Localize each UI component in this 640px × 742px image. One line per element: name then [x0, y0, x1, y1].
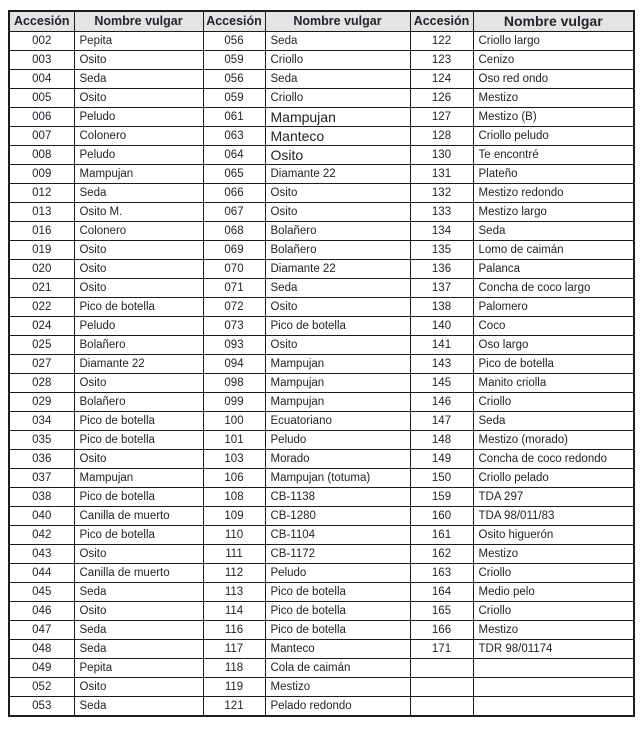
name-cell: Osito — [74, 601, 203, 620]
table-row — [9, 335, 634, 354]
name-cell: Plateño — [473, 164, 634, 183]
accession-cell: 161 — [410, 525, 473, 544]
name-cell: Seda — [473, 411, 634, 430]
name-cell: Bolañero — [74, 392, 203, 411]
accession-cell: 094 — [203, 354, 265, 373]
name-cell: Seda — [74, 183, 203, 202]
accession-cell: 122 — [410, 31, 473, 50]
accession-cell: 016 — [9, 221, 74, 240]
column-header-accession-2: Accesión — [203, 11, 265, 31]
name-cell: Colonero — [74, 126, 203, 145]
accession-cell: 059 — [203, 88, 265, 107]
name-cell: Seda — [74, 639, 203, 658]
name-cell: Mestizo redondo — [473, 183, 634, 202]
name-cell: Peludo — [265, 563, 410, 582]
name-cell: Osito — [265, 297, 410, 316]
table-row — [9, 563, 634, 582]
accession-cell: 004 — [9, 69, 74, 88]
accession-cell: 103 — [203, 449, 265, 468]
accession-cell: 111 — [203, 544, 265, 563]
name-cell: Seda — [265, 69, 410, 88]
accession-cell: 052 — [9, 677, 74, 696]
accession-cell: 056 — [203, 31, 265, 50]
name-cell — [473, 677, 634, 696]
table-row — [9, 620, 634, 639]
accession-cell: 135 — [410, 240, 473, 259]
table-row — [9, 506, 634, 525]
accession-cell: 072 — [203, 297, 265, 316]
name-cell: CB-1138 — [265, 487, 410, 506]
table-row — [9, 525, 634, 544]
name-cell: Oso largo — [473, 335, 634, 354]
name-cell: Concha de coco redondo — [473, 449, 634, 468]
accession-cell — [410, 696, 473, 716]
accession-cell: 128 — [410, 126, 473, 145]
name-cell: Criollo largo — [473, 31, 634, 50]
accession-cell: 098 — [203, 373, 265, 392]
name-cell: CB-1104 — [265, 525, 410, 544]
name-cell: Colonero — [74, 221, 203, 240]
accession-cell: 027 — [9, 354, 74, 373]
name-cell: Morado — [265, 449, 410, 468]
table-row — [9, 449, 634, 468]
table-row — [9, 677, 634, 696]
name-cell: Criollo — [473, 601, 634, 620]
accession-cell: 114 — [203, 601, 265, 620]
accession-cell: 131 — [410, 164, 473, 183]
name-cell: Pico de botella — [74, 297, 203, 316]
name-cell: CB-1280 — [265, 506, 410, 525]
table-row — [9, 202, 634, 221]
name-cell: Mampujan (totuma) — [265, 468, 410, 487]
name-cell — [473, 696, 634, 716]
table-row — [9, 639, 634, 658]
accession-cell: 145 — [410, 373, 473, 392]
accession-cell: 149 — [410, 449, 473, 468]
accession-cell: 036 — [9, 449, 74, 468]
table-row — [9, 468, 634, 487]
accession-cell: 019 — [9, 240, 74, 259]
accession-cell: 109 — [203, 506, 265, 525]
name-cell: Manito criolla — [473, 373, 634, 392]
accession-cell: 043 — [9, 544, 74, 563]
accession-cell: 165 — [410, 601, 473, 620]
accession-cell: 124 — [410, 69, 473, 88]
name-cell: Diamante 22 — [74, 354, 203, 373]
name-cell: Osito — [265, 202, 410, 221]
name-cell: Osito — [74, 278, 203, 297]
name-cell: Pico de botella — [473, 354, 634, 373]
name-cell: Osito — [265, 183, 410, 202]
name-cell: Bolañero — [265, 221, 410, 240]
accession-cell: 067 — [203, 202, 265, 221]
accession-cell: 053 — [9, 696, 74, 716]
accession-cell: 163 — [410, 563, 473, 582]
table-row — [9, 544, 634, 563]
name-cell: Mestizo — [265, 677, 410, 696]
name-cell: Seda — [265, 278, 410, 297]
name-cell: Oso red ondo — [473, 69, 634, 88]
name-cell: Criollo peludo — [473, 126, 634, 145]
header-row — [9, 11, 634, 31]
name-cell: Pico de botella — [265, 316, 410, 335]
name-cell: Pico de botella — [74, 487, 203, 506]
accession-cell: 040 — [9, 506, 74, 525]
accession-cell: 071 — [203, 278, 265, 297]
table-row — [9, 107, 634, 126]
name-cell: Osito — [74, 88, 203, 107]
accession-cell: 116 — [203, 620, 265, 639]
name-cell: Criollo — [265, 88, 410, 107]
table-row — [9, 183, 634, 202]
table-row — [9, 31, 634, 50]
accession-cell: 110 — [203, 525, 265, 544]
name-cell: TDA 98/011/83 — [473, 506, 634, 525]
accession-cell: 065 — [203, 164, 265, 183]
name-cell: Canilla de muerto — [74, 563, 203, 582]
name-cell: Mestizo — [473, 544, 634, 563]
accession-cell: 130 — [410, 145, 473, 164]
name-cell: Diamante 22 — [265, 259, 410, 278]
name-cell: Osito — [74, 240, 203, 259]
accession-cell: 136 — [410, 259, 473, 278]
name-cell: Osito — [265, 335, 410, 354]
accession-cell: 127 — [410, 107, 473, 126]
accession-cell: 126 — [410, 88, 473, 107]
name-cell: Mampujan — [265, 107, 410, 126]
name-cell: Peludo — [74, 107, 203, 126]
table-row — [9, 50, 634, 69]
accession-cell — [410, 658, 473, 677]
name-cell: Pico de botella — [265, 620, 410, 639]
name-cell: Pico de botella — [74, 430, 203, 449]
accession-cell: 099 — [203, 392, 265, 411]
accession-cell: 061 — [203, 107, 265, 126]
name-cell: Osito — [265, 145, 410, 164]
accession-cell: 137 — [410, 278, 473, 297]
name-cell: Pico de botella — [265, 582, 410, 601]
name-cell: Mampujan — [74, 468, 203, 487]
name-cell: Mestizo — [473, 620, 634, 639]
accession-cell: 138 — [410, 297, 473, 316]
accession-cell: 056 — [203, 69, 265, 88]
name-cell: Osito — [74, 544, 203, 563]
name-cell: Seda — [74, 582, 203, 601]
name-cell: Criollo — [473, 563, 634, 582]
accession-cell: 047 — [9, 620, 74, 639]
accession-cell: 046 — [9, 601, 74, 620]
name-cell: Coco — [473, 316, 634, 335]
name-cell: Pepita — [74, 658, 203, 677]
accession-cell: 133 — [410, 202, 473, 221]
name-cell: Lomo de caimán — [473, 240, 634, 259]
table-row — [9, 145, 634, 164]
accession-cell: 044 — [9, 563, 74, 582]
accession-cell: 068 — [203, 221, 265, 240]
name-cell: Te encontré — [473, 145, 634, 164]
table-row — [9, 354, 634, 373]
accession-cell: 005 — [9, 88, 74, 107]
accession-cell: 164 — [410, 582, 473, 601]
accession-cell: 035 — [9, 430, 74, 449]
accession-cell: 037 — [9, 468, 74, 487]
name-cell: Cola de caimán — [265, 658, 410, 677]
accession-cell: 143 — [410, 354, 473, 373]
table-row — [9, 297, 634, 316]
name-cell: Ecuatoriano — [265, 411, 410, 430]
table-row — [9, 221, 634, 240]
accession-cell: 141 — [410, 335, 473, 354]
name-cell: Seda — [74, 69, 203, 88]
accession-cell: 160 — [410, 506, 473, 525]
table-body — [9, 31, 634, 716]
accession-cell: 007 — [9, 126, 74, 145]
name-cell: Medio pelo — [473, 582, 634, 601]
table-row — [9, 430, 634, 449]
accession-cell: 013 — [9, 202, 74, 221]
column-header-name-3: Nombre vulgar — [473, 11, 634, 31]
table-row — [9, 278, 634, 297]
table-row — [9, 316, 634, 335]
accession-cell: 150 — [410, 468, 473, 487]
accession-cell: 171 — [410, 639, 473, 658]
table-row — [9, 88, 634, 107]
accession-cell: 025 — [9, 335, 74, 354]
accession-cell: 020 — [9, 259, 74, 278]
name-cell: Osito — [74, 677, 203, 696]
accession-cell: 048 — [9, 639, 74, 658]
name-cell: Seda — [74, 620, 203, 639]
accession-cell: 159 — [410, 487, 473, 506]
name-cell: Seda — [265, 31, 410, 50]
column-header-name-1: Nombre vulgar — [74, 11, 203, 31]
name-cell: Osito — [74, 373, 203, 392]
accession-cell: 008 — [9, 145, 74, 164]
name-cell: Mampujan — [265, 373, 410, 392]
name-cell: Criollo — [265, 50, 410, 69]
name-cell: Peludo — [265, 430, 410, 449]
name-cell: Bolañero — [74, 335, 203, 354]
accession-cell: 002 — [9, 31, 74, 50]
name-cell: Palomero — [473, 297, 634, 316]
accession-cell: 045 — [9, 582, 74, 601]
name-cell: Palanca — [473, 259, 634, 278]
name-cell: Criollo pelado — [473, 468, 634, 487]
name-cell: Mampujan — [74, 164, 203, 183]
name-cell: Peludo — [74, 316, 203, 335]
accession-cell: 121 — [203, 696, 265, 716]
accession-cell: 148 — [410, 430, 473, 449]
accession-cell: 028 — [9, 373, 74, 392]
accession-cell: 009 — [9, 164, 74, 183]
name-cell: Pico de botella — [74, 411, 203, 430]
accession-cell: 059 — [203, 50, 265, 69]
name-cell: Mestizo (morado) — [473, 430, 634, 449]
accession-cell: 113 — [203, 582, 265, 601]
column-header-accession-1: Accesión — [9, 11, 74, 31]
name-cell: Bolañero — [265, 240, 410, 259]
name-cell: Mestizo largo — [473, 202, 634, 221]
accession-cell: 117 — [203, 639, 265, 658]
name-cell: Seda — [473, 221, 634, 240]
accession-cell: 006 — [9, 107, 74, 126]
name-cell: Pelado redondo — [265, 696, 410, 716]
name-cell: Manteco — [265, 126, 410, 145]
accessions-table — [8, 10, 635, 717]
accession-cell: 147 — [410, 411, 473, 430]
column-header-accession-3: Accesión — [410, 11, 473, 31]
accession-cell: 063 — [203, 126, 265, 145]
accession-cell: 070 — [203, 259, 265, 278]
accession-cell: 146 — [410, 392, 473, 411]
accession-cell: 140 — [410, 316, 473, 335]
accession-cell: 093 — [203, 335, 265, 354]
table-row — [9, 487, 634, 506]
name-cell: Pico de botella — [74, 525, 203, 544]
table-row — [9, 392, 634, 411]
accession-cell: 064 — [203, 145, 265, 164]
accession-cell: 012 — [9, 183, 74, 202]
accession-cell: 021 — [9, 278, 74, 297]
table-row — [9, 582, 634, 601]
name-cell: Manteco — [265, 639, 410, 658]
name-cell: Cenizo — [473, 50, 634, 69]
name-cell: Osito higuerón — [473, 525, 634, 544]
table-row — [9, 658, 634, 677]
table-row — [9, 69, 634, 88]
table-row — [9, 411, 634, 430]
name-cell: Mestizo — [473, 88, 634, 107]
accession-cell: 003 — [9, 50, 74, 69]
name-cell: Osito — [74, 449, 203, 468]
name-cell: Mampujan — [265, 354, 410, 373]
accession-cell: 022 — [9, 297, 74, 316]
table-row — [9, 126, 634, 145]
name-cell: Peludo — [74, 145, 203, 164]
table-row — [9, 259, 634, 278]
accession-cell: 119 — [203, 677, 265, 696]
name-cell: TDA 297 — [473, 487, 634, 506]
accession-cell: 049 — [9, 658, 74, 677]
name-cell: Mampujan — [265, 392, 410, 411]
accession-cell: 029 — [9, 392, 74, 411]
name-cell: Osito — [74, 50, 203, 69]
accession-cell: 038 — [9, 487, 74, 506]
accession-cell: 166 — [410, 620, 473, 639]
accession-cell: 034 — [9, 411, 74, 430]
accession-cell: 108 — [203, 487, 265, 506]
table-row — [9, 601, 634, 620]
name-cell: Seda — [74, 696, 203, 716]
name-cell: Diamante 22 — [265, 164, 410, 183]
table-row — [9, 164, 634, 183]
accession-cell: 073 — [203, 316, 265, 335]
accession-cell: 106 — [203, 468, 265, 487]
accession-cell: 066 — [203, 183, 265, 202]
name-cell: Canilla de muerto — [74, 506, 203, 525]
name-cell: Concha de coco largo — [473, 278, 634, 297]
accession-cell: 100 — [203, 411, 265, 430]
accession-cell: 069 — [203, 240, 265, 259]
accession-cell — [410, 677, 473, 696]
name-cell: Osito M. — [74, 202, 203, 221]
name-cell — [473, 658, 634, 677]
column-header-name-2: Nombre vulgar — [265, 11, 410, 31]
accession-cell: 123 — [410, 50, 473, 69]
accession-cell: 134 — [410, 221, 473, 240]
accession-cell: 042 — [9, 525, 74, 544]
accession-cell: 101 — [203, 430, 265, 449]
accession-cell: 162 — [410, 544, 473, 563]
accession-cell: 024 — [9, 316, 74, 335]
name-cell: CB-1172 — [265, 544, 410, 563]
name-cell: Pico de botella — [265, 601, 410, 620]
name-cell: Osito — [74, 259, 203, 278]
table-row — [9, 240, 634, 259]
name-cell: TDR 98/01174 — [473, 639, 634, 658]
accession-cell: 132 — [410, 183, 473, 202]
name-cell: Criollo — [473, 392, 634, 411]
table-row — [9, 373, 634, 392]
table-row — [9, 696, 634, 716]
accession-cell: 112 — [203, 563, 265, 582]
name-cell: Mestizo (B) — [473, 107, 634, 126]
name-cell: Pepita — [74, 31, 203, 50]
accession-cell: 118 — [203, 658, 265, 677]
